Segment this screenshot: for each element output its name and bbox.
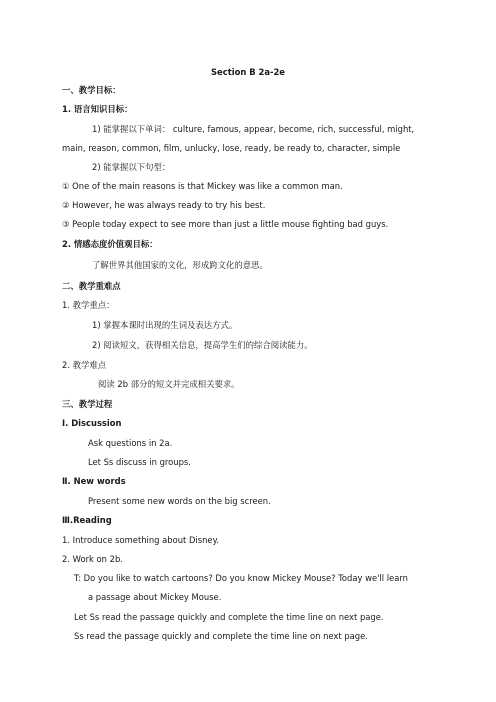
sentence-2: ② However, he was always ready to try his best. (62, 200, 266, 210)
step-3-teacher-line-1: T: Do you like to watch cartoons? Do you know Mickey Mouse? Today we'll learn (74, 573, 408, 583)
section-heading-procedure: 三、教学过程 (62, 399, 113, 409)
step-3-instruction-2: Ss read the passage quickly and complete the time line on next page. (74, 631, 368, 641)
document-title: Section B 2a-2e (211, 67, 285, 77)
step-3-heading: Ⅲ.Reading (62, 515, 112, 525)
subheading-key-points: 1. 教学重点： (62, 300, 115, 310)
vocab-line-1: 1) 能掌握以下单词： culture, famous, appear, become, rich, successful, might, (92, 124, 415, 134)
sentence-3: ③ People today expect to see more than just a little mouse fighting bad guys. (62, 219, 389, 229)
section-heading-objectives: 一、教学目标： (62, 85, 121, 95)
step-1-line-1: Ask questions in 2a. (88, 438, 173, 448)
step-1-heading: Ⅰ. Discussion (62, 418, 122, 428)
step-3-line-2: 2. Work on 2b. (62, 554, 123, 564)
subheading-difficulties: 2. 教学难点 (62, 360, 107, 370)
subheading-attitude: 2. 情感态度价值观目标： (62, 239, 158, 249)
attitude-text: 了解世界其他国家的文化，形成跨文化的意思。 (92, 260, 268, 270)
step-1-line-2: Let Ss discuss in groups. (88, 457, 191, 467)
step-3-teacher-line-2: a passage about Mickey Mouse. (88, 592, 222, 602)
sentence-patterns-label: 2) 能掌握以下句型： (92, 162, 171, 172)
key-point-2: 2) 阅读短文，获得相关信息，提高学生们的综合阅读能力。 (92, 340, 313, 350)
step-2-line-1: Present some new words on the big screen. (88, 496, 271, 506)
key-point-1: 1) 掌握本课时出现的生词及表达方式。 (92, 320, 238, 330)
sentence-1: ① One of the main reasons is that Mickey was like a common man. (62, 181, 343, 191)
subheading-language-knowledge: 1. 语言知识目标： (62, 104, 133, 114)
difficulty-text: 阅读 2b 部分的短文并完成相关要求。 (98, 379, 240, 389)
step-3-instruction-1: Let Ss read the passage quickly and complete the time line on next page. (74, 612, 384, 622)
step-3-line-1: 1. Introduce something about Disney. (62, 535, 219, 545)
step-2-heading: Ⅱ. New words (62, 476, 126, 486)
section-heading-key-points: 二、教学重难点 (62, 281, 121, 291)
vocab-line-2: main, reason, common, film, unlucky, lose, ready, be ready to, character, simple (62, 143, 401, 153)
